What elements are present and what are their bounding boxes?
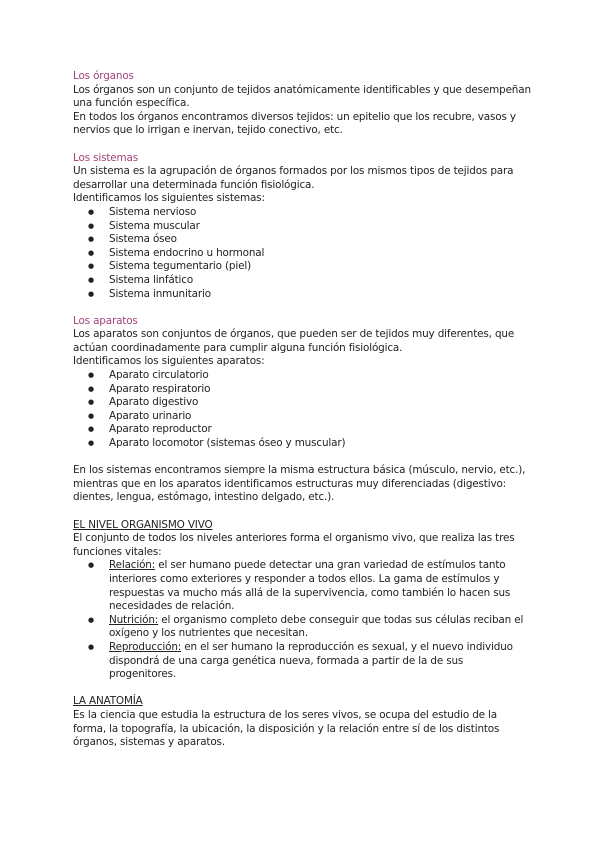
list-item: ● Aparato digestivo xyxy=(73,396,533,410)
list-item: ● Reproducción: en el ser humano la reproducción es sexual, y el nuevo individuo dispondrá de una carga genética nueva, formada a partir de la de sus progenitores. xyxy=(73,641,533,682)
list-item: ● Sistema endocrino u hormonal xyxy=(73,247,533,261)
list-item: ● Nutrición: el organismo completo debe conseguir que todas sus células reciban el oxígeno y los nutrientes que necesitan. xyxy=(73,614,533,641)
paragraph: Identificamos los siguientes aparatos: xyxy=(73,355,265,368)
bullet-list xyxy=(73,559,533,681)
list-item: ● Aparato urinario xyxy=(73,410,533,424)
paragraph: Identificamos los siguientes sistemas: xyxy=(73,192,265,205)
section-aparatos xyxy=(73,315,533,451)
term: Relación: xyxy=(109,559,156,572)
list-item: ● Aparato reproductor xyxy=(73,423,533,437)
list-item: ● Sistema muscular xyxy=(73,220,533,234)
paragraph: Los aparatos son conjuntos de órganos, que pueden ser de tejidos muy diferentes, que actúan coordinadamente para cumplir alguna función fisiológica. xyxy=(73,328,515,354)
list-item: ● Aparato locomotor (sistemas óseo y muscular) xyxy=(73,437,533,451)
section-organismo-vivo xyxy=(73,519,533,682)
paragraph: Es la ciencia que estudia la estructura de los seres vivos, se ocupa del estudio de la forma, la topografía, la ubicación, la disposición y la relación entre sí de los distintos órganos, sistemas y aparatos. xyxy=(73,708,500,749)
term: Nutrición: xyxy=(109,613,159,626)
paragraph-comparison: En los sistemas encontramos siempre la misma estructura básica (músculo, nervio, etc.), mientras que en los aparatos identificamos estructuras muy diferenciadas (digestivo: dientes, lengua, estómago, intestino delgado, etc.). xyxy=(73,464,526,504)
list-item: ● Sistema nervioso xyxy=(73,206,533,220)
list-item: ● Sistema inmunitario xyxy=(73,288,533,302)
document-body xyxy=(73,70,533,750)
section-heading: EL NIVEL ORGANISMO VIVO xyxy=(73,518,213,531)
section-heading: Los órganos xyxy=(73,70,134,82)
section-heading: Los sistemas xyxy=(73,151,138,164)
section-organos xyxy=(73,70,533,138)
list-item: ● Sistema óseo xyxy=(73,233,533,247)
paragraph: Los órganos son un conjunto de tejidos anatómicamente identificables y que desempeñan una función específica. xyxy=(73,83,531,110)
section-sistemas xyxy=(73,152,533,302)
section-heading: LA ANATOMÍA xyxy=(73,695,143,708)
section-heading: Los aparatos xyxy=(73,314,138,327)
section-anatomia xyxy=(73,695,533,749)
list-item: ● Relación: el ser humano puede detectar una gran variedad de estímulos tanto interiores como exteriores y responder a todos ellos. La gama de estímulos y respuestas va mucho más allá de la supervivencia, como también lo hacen sus necesidades de relación. xyxy=(73,559,533,613)
list-item: ● Aparato respiratorio xyxy=(73,383,533,397)
bullet-list xyxy=(73,206,533,301)
paragraph: En todos los órganos encontramos diversos tejidos: un epitelio que los recubre, vasos y nervios que lo irrigan e inervan, tejido conectivo, etc. xyxy=(73,110,516,137)
list-item: ● Aparato circulatorio xyxy=(73,369,533,383)
term: Reproducción: xyxy=(109,640,182,653)
bullet-list xyxy=(73,369,533,451)
list-item: ● Sistema tegumentario (piel) xyxy=(73,260,533,274)
paragraph: Un sistema es la agrupación de órganos formados por los mismos tipos de tejidos para desarrollar una determinada función fisiológica. xyxy=(73,165,514,191)
paragraph: El conjunto de todos los niveles anteriores forma el organismo vivo, que realiza las tres funciones vitales: xyxy=(73,532,515,558)
list-item: ● Sistema linfático xyxy=(73,274,533,288)
